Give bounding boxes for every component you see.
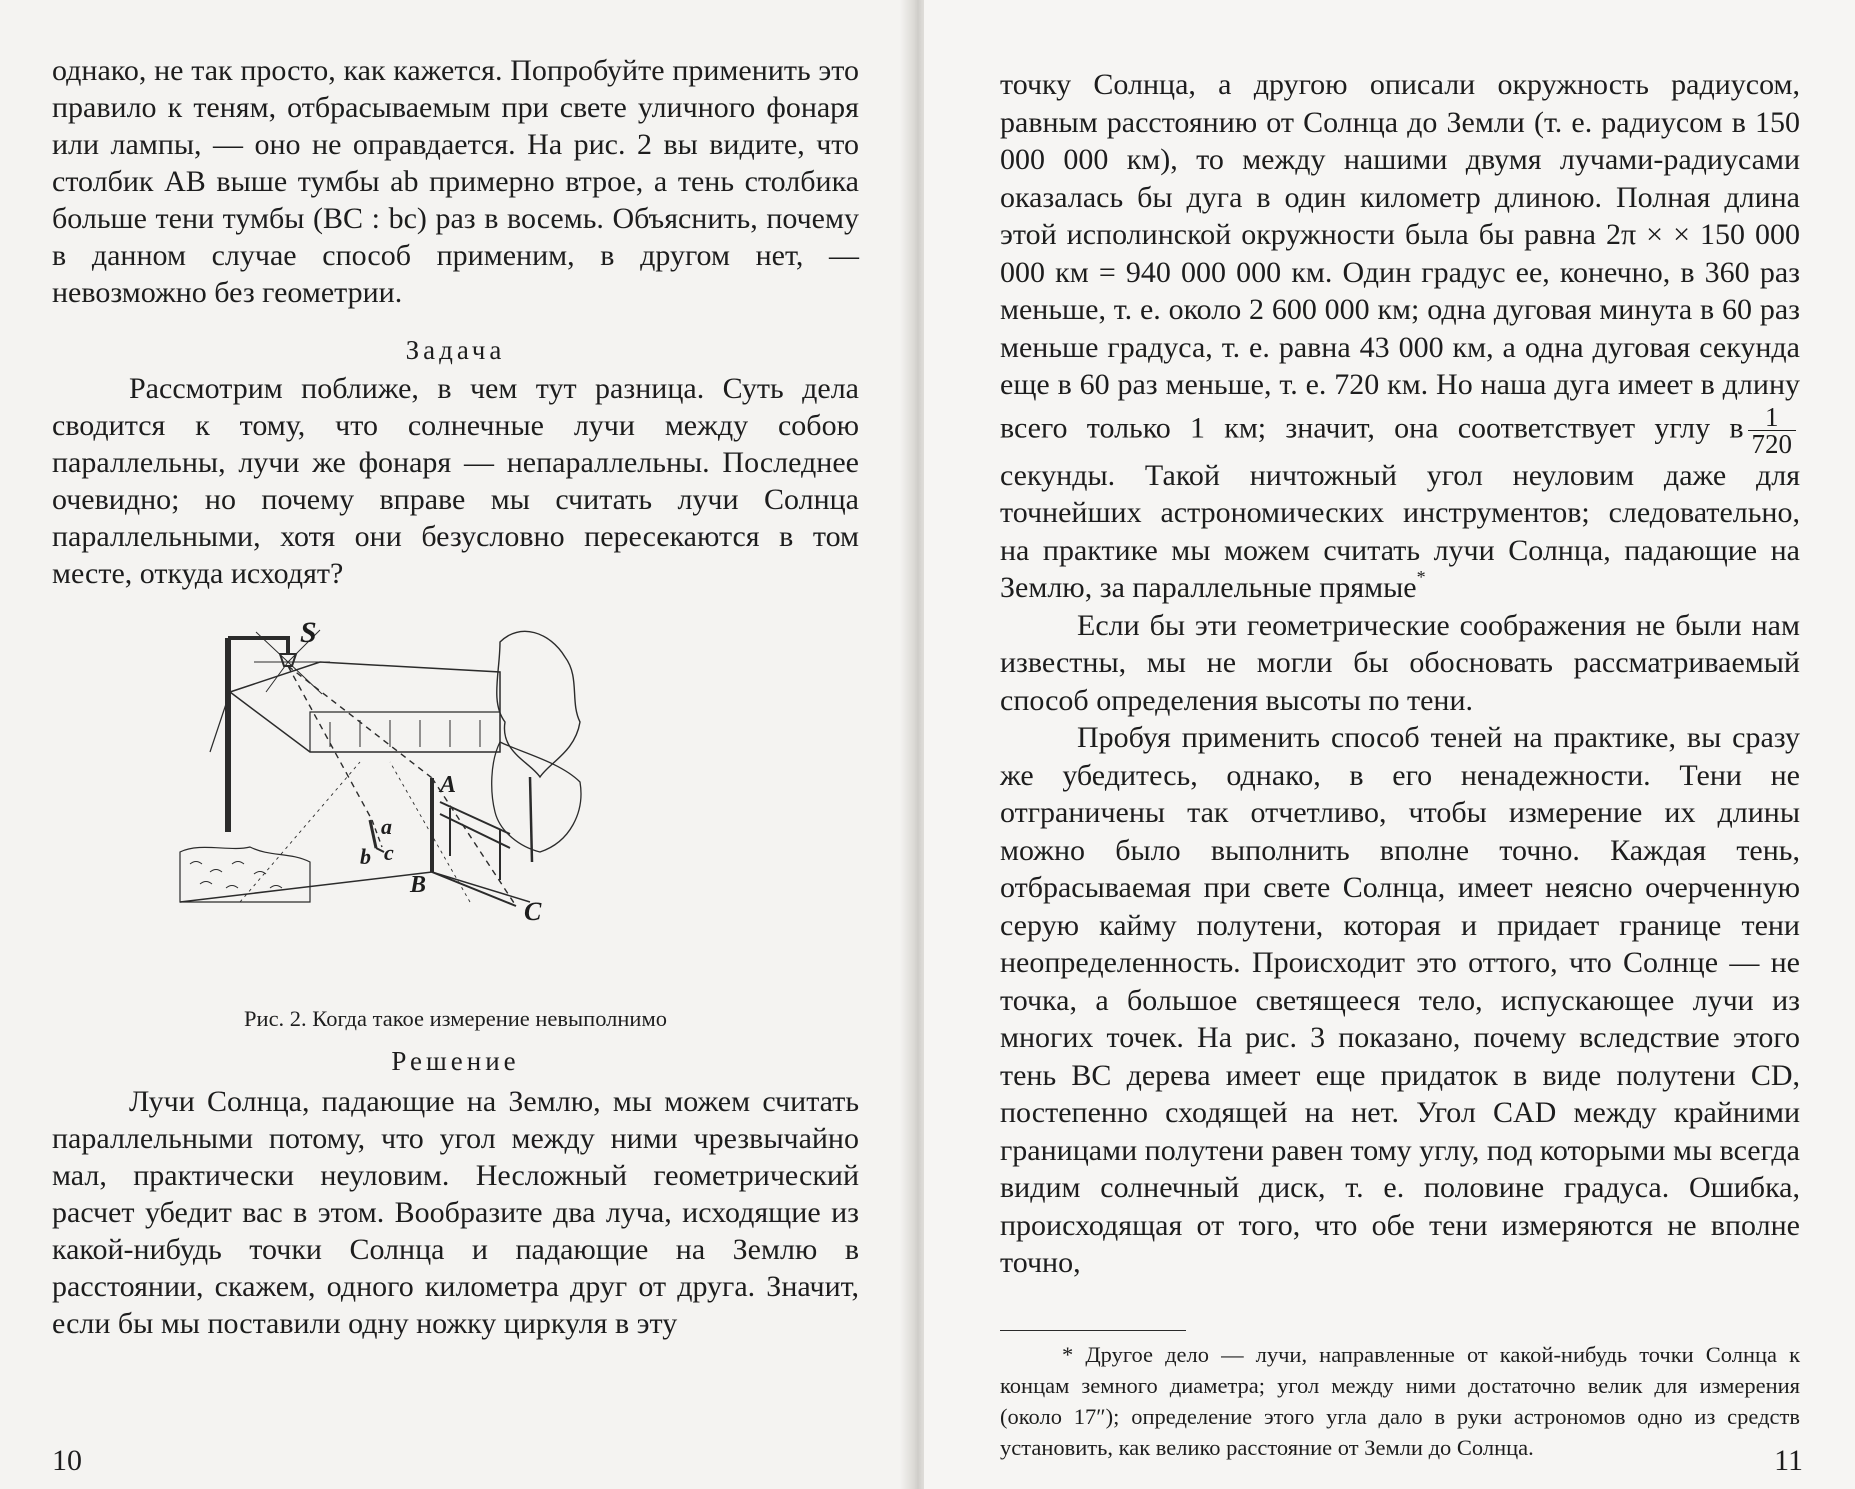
geometry-paragraph: Если бы эти геометрические соображения не были нам известны, мы не могли бы обосновать рассматриваемый способ определения высоты по тени. — [1000, 608, 1800, 717]
label-a-lower: a — [381, 814, 392, 839]
footnote — [1000, 1339, 1800, 1463]
page-number-right: 11 — [1774, 1444, 1803, 1477]
fraction-numerator: 1 — [1748, 404, 1797, 431]
label-c-lower: c — [384, 840, 394, 865]
footnote-divider — [1000, 1330, 1186, 1331]
solution-paragraph: Лучи Солнца, падающие на Землю, мы можем считать параллельными потому, что угол между ними чрезвычайно мал, практически неуловим. Несложный геометрический расчет убедит вас в этом. Вообразите два луча, исходящие из какой-нибудь точки Солнца и падающие на Землю в расстоянии, скажем, одного километра друг от друга. Значит, если бы мы поставили одну ножку циркуля в эту — [52, 1085, 859, 1340]
left-text-column — [52, 52, 859, 1342]
footnote-text: Другое дело — лучи, направленные от какой-нибудь точки Солнца к концам земного диаметра; угол между ними достаточно велик для измерения (около 17″); определение этого угла дало в руки астрономов одно из средств установить, как велико расстояние от Земли до Солнца. — [1000, 1341, 1801, 1460]
fraction-one-720 — [1748, 401, 1797, 459]
label-a-upper: A — [440, 772, 457, 798]
continuation-paragraph — [1000, 66, 1800, 607]
page-number-left: 10 — [52, 1444, 82, 1477]
right-page — [924, 0, 1855, 1489]
solution-heading: Решение — [391, 1046, 520, 1076]
continuation-text-before: точку Солнца, а другою описали окружность радиусом, равным расстоянию от Солнца до Земли (т. е. радиусом в 150 000 000 км), то между нашими двумя лучами-радиусами оказалась бы дуга в один километр длиною. Полная длина этой исполинской окружности была бы равна 2π × × 150 000 000 км = 940 000 000 км. Один градус ее, конечно, в 360 раз меньше, т. е. около 2 600 000 км; одна дуговая минута в 60 раз меньше градуса, т. е. равна 43 000 км, а одна дуговая секунда еще в 60 раз меньше, т. е. 720 км. Но наша дуга имеет в длину всего только 1 км; значит, она соответствует углу в — [1000, 68, 1800, 444]
label-c-upper: C — [524, 897, 542, 926]
figure-2 — [52, 602, 859, 1000]
left-page — [0, 0, 912, 1489]
label-b-lower: b — [360, 844, 371, 869]
task-heading: Задача — [405, 335, 506, 365]
fraction-denominator: 720 — [1751, 428, 1792, 459]
shadows-paragraph: Пробуя применить способ теней на практике, вы сразу же убедитесь, однако, в его ненадежности. Тени не отграничены так отчетливо, чтобы измерение их длины можно было выполнить вполне точно. Каждая тень, отбрасываемая при свете Солнца, имеет неясно очерченную серую кайму полутени, которая и придает границе тени неопределенность. Происходит это оттого, что Солнце — не точка, а большое светящееся тело, испускающее лучи из многих точек. На рис. 3 показано, почему вследствие этого тень BC дерева имеет еще придаток в виде полутени CD, постепенно сходящей на нет. Угол CAD между крайними границами полутени равен тому углу, под которыми мы всегда видим солнечный диск, т. е. половине градуса. Ошибка, происходящая от того, что обе тени измеряются не вполне точно, — [1000, 721, 1800, 1279]
figure-caption: Рис. 2. Когда такое измерение невыполнимо — [244, 1006, 667, 1031]
footnote-mark: * — [1062, 1341, 1074, 1367]
right-text-column — [1000, 66, 1800, 1463]
footnote-marker: * — [1416, 567, 1426, 587]
label-s: S — [300, 616, 317, 649]
street-lamp-illustration — [170, 602, 590, 1000]
task-paragraph: Рассмотрим поближе, в чем тут разница. Суть дела сводится к тому, что солнечные лучи между собою параллельны, лучи же фонаря — непараллельны. Последнее очевидно; но почему вправе мы считать лучи Солнца параллельными, хотя они безусловно пересекаются в том месте, откуда исходят? — [52, 372, 859, 590]
continuation-text-after: секунды. Такой ничтожный угол неуловим даже для точнейших астрономических инструментов; следовательно, на практике мы можем считать лучи Солнца, падающие на Землю, за параллельные прямые — [1000, 458, 1800, 604]
intro-paragraph: однако, не так просто, как кажется. Попробуйте применить это правило к теням, отбрасываемым при свете уличного фонаря или лампы, — оно не оправдается. На рис. 2 вы видите, что столбик AB выше тумбы ab примерно втрое, а тень столбика больше тени тумбы (BC : bc) раз в восемь. Объяснить, почему в данном случае способ применим, в другом нет, — невозможно без геометрии. — [52, 54, 859, 309]
label-b-upper: B — [410, 872, 427, 898]
